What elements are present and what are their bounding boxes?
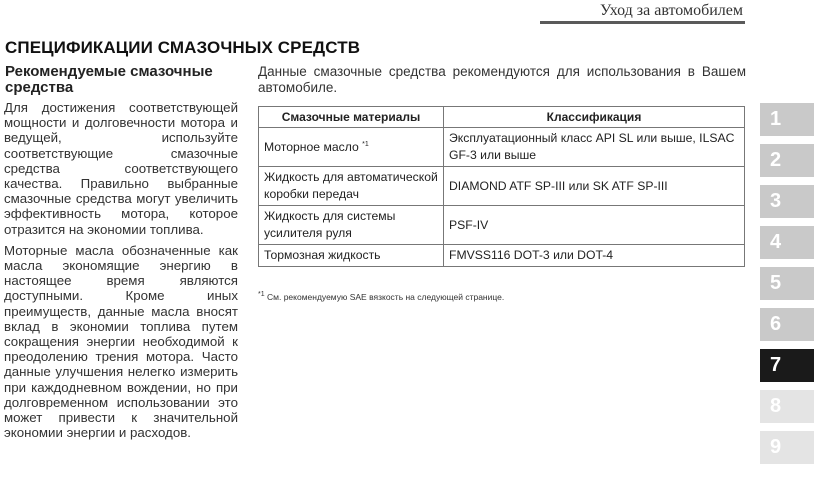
table-row xyxy=(259,206,745,245)
chapter-tab-2[interactable]: 2 xyxy=(760,144,814,177)
classification-cell: PSF-IV xyxy=(444,206,745,245)
footnote xyxy=(258,292,746,302)
chapter-tab-6[interactable]: 6 xyxy=(760,308,814,341)
section-title: Рекомендуемые смазочные средства xyxy=(5,63,213,96)
chapter-tab-7[interactable]: 7 xyxy=(760,349,814,382)
chapter-tab-8[interactable]: 8 xyxy=(760,390,814,423)
material-cell: Жидкость для автоматической коробки передач xyxy=(259,167,444,206)
material-name: Моторное масло xyxy=(264,139,359,154)
footnote-mark: *1 xyxy=(258,291,265,299)
left-column xyxy=(4,100,238,446)
lubricants-table xyxy=(258,106,745,267)
material-cell: Жидкость для системы усилителя руля xyxy=(259,206,444,245)
material-cell xyxy=(259,128,444,167)
classification-cell: FMVSS116 DOT-3 или DOT-4 xyxy=(444,245,745,267)
chapter-tab-4[interactable]: 4 xyxy=(760,226,814,259)
table-header-row xyxy=(259,107,745,128)
running-header: Уход за автомобилем xyxy=(600,2,743,19)
classification-cell: Эксплуатационный класс API SL или выше, ILSAC GF-3 или выше xyxy=(444,128,745,167)
footnote-ref: *1 xyxy=(362,140,369,148)
table-row xyxy=(259,128,745,167)
intro-text: Данные смазочные средства рекомендуются для использования в Вашем автомобиле. xyxy=(258,64,746,95)
header-classification: Классификация xyxy=(444,107,745,128)
table-row xyxy=(259,167,745,206)
chapter-tab-5[interactable]: 5 xyxy=(760,267,814,300)
paragraph-1: Для достижения соответствующей мощности и долговечности мотора и ведущей, используйте соответствующие смазочные средства соответствующего качества. Правильно выбранные смазочные средства могут увеличить эффективность мотора, которое отразится на экономии топлива. xyxy=(4,100,238,237)
page-title: СПЕЦИФИКАЦИИ СМАЗОЧНЫХ СРЕДСТВ xyxy=(5,38,361,57)
chapter-tabs xyxy=(760,103,814,472)
material-cell: Тормозная жидкость xyxy=(259,245,444,267)
chapter-tab-3[interactable]: 3 xyxy=(760,185,814,218)
classification-cell: DIAMOND ATF SP-III или SK ATF SP-III xyxy=(444,167,745,206)
table-row xyxy=(259,245,745,267)
chapter-tab-1[interactable]: 1 xyxy=(760,103,814,136)
chapter-tab-9[interactable]: 9 xyxy=(760,431,814,464)
header-materials: Смазочные материалы xyxy=(259,107,444,128)
paragraph-2: Моторные масла обозначенные как масла экономящие энергию в настоящее время являются доступными. Кроме иных преимуществ, данные масла вносят вклад в экономии топлива путем сокращения энергии необходимой к преодолению трения мотора. Часто данные улучшения нелегко измерить при каждодневном вождении, но при долговременном использовании это может привести к значительной экономии энергии и расходов. xyxy=(4,242,238,441)
header-rule xyxy=(540,21,745,24)
footnote-text: См. рекомендуемую SAE вязкость на следующей странице. xyxy=(264,292,505,302)
